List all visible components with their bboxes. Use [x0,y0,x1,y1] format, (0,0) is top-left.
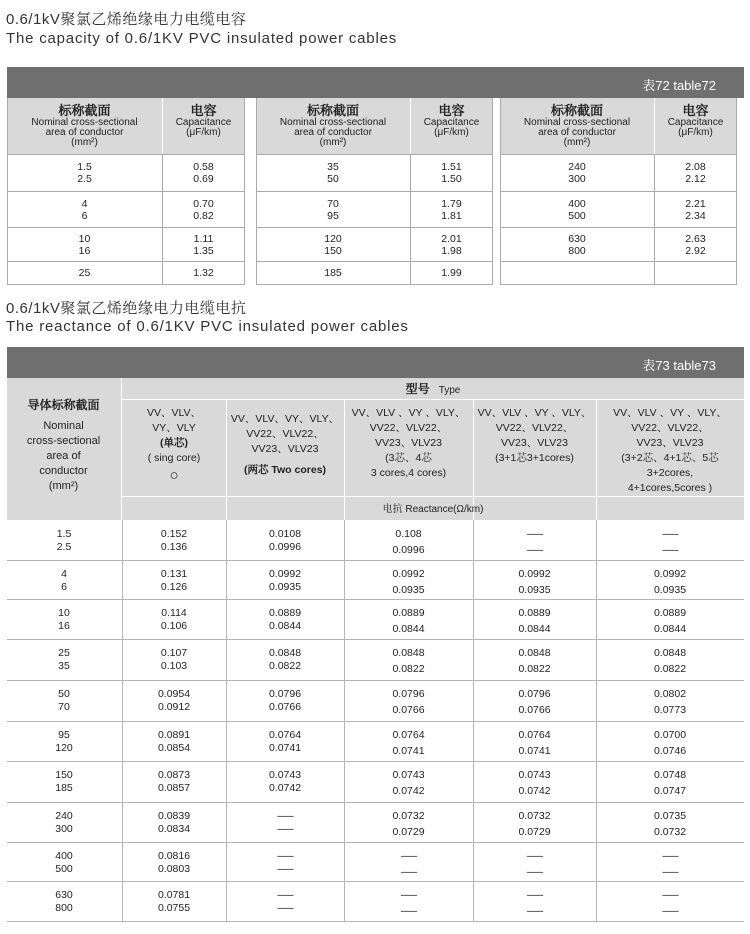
left-col-en2: cross-sectional [26,435,101,447]
type-header [122,382,744,398]
capacity-table-2 [256,98,493,285]
reactance-row: 95 120 0.0891 0.0854 0.0764 0.0741 0.0764 0.0741 0.0764 0.0741 0.0700 0.0746 [7,721,744,762]
type-cn: 型号 [405,382,430,396]
capacity-table-3 [500,98,737,285]
type-col-2: VV、VLV、VY、VLY、 VV22、VLV22、 VV23、VLV23 (两芯 Two cores) [230,413,340,476]
left-col-en5: (mm²) [48,480,79,492]
reactance-row: 50 70 0.0954 0.0912 0.0796 0.0766 0.0796 0.0766 0.0796 0.0766 0.0802 0.0773 [7,680,744,722]
capacity-row [500,262,737,285]
type-col-5: VV、VLV 、VY 、VLY、 VV22、VLV22、 VV23、VLV23 (3+2芯、4+1芯、5芯 3+2cores, 4+1cores,5cores ) [613,407,727,494]
reactance-row: 240 300 0.0839 0.0834 -------- -------- 0.0732 0.0729 0.0732 0.0729 0.0735 0.0732 [7,802,744,843]
capacity-row: 25 1.32 [7,262,245,285]
reactance-subheader: 电抗 Reactance(Ω/km) [382,504,484,515]
reactance-row: 150 185 0.0873 0.0857 0.0743 0.0742 0.0743 0.0742 0.0743 0.0742 0.0748 0.0747 [7,761,744,803]
capacity-row: 185 1.99 [256,262,493,285]
capacity-row: 120 150 2.01 1.98 [256,228,493,262]
type-en: Type [438,385,461,396]
reactance-row: 25 35 0.107 0.103 0.0848 0.0822 0.0848 0.0822 0.0848 0.0822 0.0848 0.0822 [7,639,744,681]
capacity-row: 70 95 1.79 1.81 [256,192,493,228]
capacity-row: 35 50 1.51 1.50 [256,155,493,192]
reactance-row: 630 800 0.0781 0.0755 -------- -------- -------- -------- -------- -------- -------- -------- [7,881,744,922]
table72-tag: 表72 table72 [642,78,716,93]
left-col-en3: area of [46,450,81,462]
capacity-row: 400 500 2.21 2.34 [500,192,737,228]
reactance-title-cn: 0.6/1kV聚氯乙烯绝缘电力电缆电抗 [6,300,247,317]
table72-bar [7,67,744,98]
left-col-header [7,398,120,494]
capacity-table-header: 标称截面 Nominal cross-sectional area of conductor (mm²) 电容 Capacitance (μF/km) [7,98,245,155]
capacity-table-header: 标称截面 Nominal cross-sectional area of conductor (mm²) 电容 Capacitance (μF/km) [256,98,493,155]
capacity-row: 630 800 2.63 2.92 [500,228,737,262]
left-col-cn: 导体标称截面 [27,398,100,412]
capacity-table-header: 标称截面 Nominal cross-sectional area of conductor (mm²) 电容 Capacitance (μF/km) [500,98,737,155]
reactance-row: 10 16 0.114 0.106 0.0889 0.0844 0.0889 0.0844 0.0889 0.0844 0.0889 0.0844 [7,599,744,640]
left-col-en1: Nominal [43,420,84,432]
capacity-title-cn: 0.6/1kV聚氯乙烯绝缘电力电缆电容 [6,11,247,28]
left-col-en4: conductor [39,465,88,477]
table73-tag: 表73 table73 [642,358,716,373]
reactance-row: 1.5 2.5 0.152 0.136 0.0108 0.0996 0.108 0.0996 -------- -------- -------- -------- [7,520,744,561]
type-col-1: VV、VLV、 VY、VLY (单芯) ( sing core) ○ [146,407,202,484]
reactance-row: 4 6 0.131 0.126 0.0992 0.0935 0.0992 0.0935 0.0992 0.0935 0.0992 0.0935 [7,560,744,600]
capacity-row: 10 16 1.11 1.35 [7,228,245,262]
type-col-4: VV、VLV 、VY 、VLY、 VV22、VLV22、 VV23、VLV23 (3+1芯3+1cores) [477,407,592,464]
capacity-title-en: The capacity of 0.6/1KV PVC insulated power cables [6,30,398,47]
capacity-row: 4 6 0.70 0.82 [7,192,245,228]
reactance-row: 400 500 0.0816 0.0803 -------- -------- -------- -------- -------- -------- -------- -------- [7,842,744,882]
capacity-table-1 [7,98,245,285]
reactance-title-en: The reactance of 0.6/1KV PVC insulated power cables [6,318,409,335]
reactance-header [7,378,744,520]
capacity-row: 1.5 2.5 0.58 0.69 [7,155,245,192]
capacity-row: 240 300 2.08 2.12 [500,155,737,192]
type-col-3: VV、VLV 、VY 、VLY、 VV22、VLV22、 VV23、VLV23 (3芯、4芯 3 cores,4 cores) [351,407,466,479]
table73-bar [7,347,744,378]
